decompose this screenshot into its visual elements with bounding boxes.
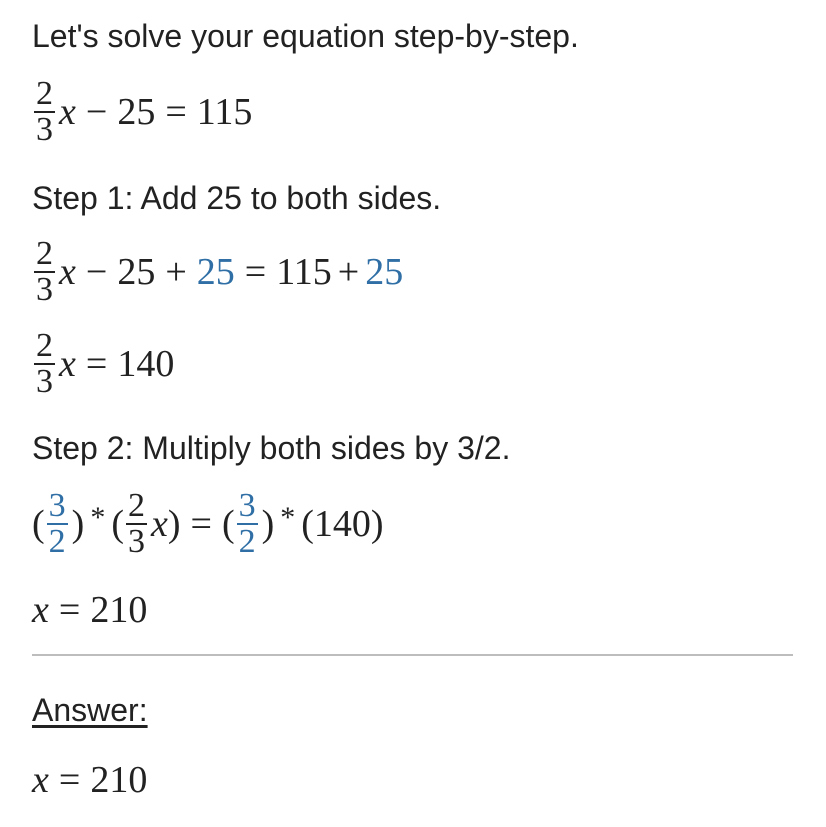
fraction-numerator: 2 xyxy=(36,235,53,272)
answer-value: 210 xyxy=(90,759,148,801)
plus-sign: + xyxy=(165,251,187,293)
fraction-three-halves xyxy=(47,489,68,559)
minus-sign: − xyxy=(85,91,108,133)
added-term-left: 25 xyxy=(196,251,235,293)
variable-x: x xyxy=(32,759,49,801)
minus-sign: − xyxy=(85,251,108,293)
fraction-two-thirds xyxy=(34,77,55,147)
left-paren: ( xyxy=(221,503,235,545)
left-paren: ( xyxy=(32,503,45,545)
equals-sign: = xyxy=(58,759,81,801)
right-hand-side: (140) xyxy=(301,503,384,545)
fraction-denominator: 3 xyxy=(36,271,53,308)
result-value: 210 xyxy=(90,589,148,631)
variable-x: x xyxy=(59,91,76,133)
variable-x: x xyxy=(59,251,76,293)
plus-sign-right: + xyxy=(337,251,360,293)
right-hand-side: 140 xyxy=(117,343,175,385)
step-1-equation-1 xyxy=(32,234,403,310)
constant: 25 xyxy=(117,91,156,133)
step-2-text: Step 2: Multiply both sides by 3/2. xyxy=(32,430,511,466)
right-paren: ) xyxy=(261,503,275,545)
equals-sign: = xyxy=(58,589,81,631)
variable-x: x xyxy=(150,503,168,545)
right-hand-side: 115 xyxy=(196,91,253,133)
right-hand-side: 115 xyxy=(276,251,332,293)
equals-sign: = xyxy=(85,343,108,385)
answer-label: Answer: xyxy=(32,692,148,728)
original-equation xyxy=(32,74,252,150)
equals-sign: = xyxy=(190,503,212,545)
fraction-two-thirds xyxy=(34,237,55,307)
fraction-numerator: 3 xyxy=(238,487,256,524)
step-1-equation-2 xyxy=(32,326,174,402)
fraction-numerator: 2 xyxy=(36,75,53,112)
step-1-text: Step 1: Add 25 to both sides. xyxy=(32,180,442,216)
answer-equation xyxy=(32,742,147,818)
fraction-numerator: 2 xyxy=(127,487,145,524)
intro-text: Let's solve your equation step-by-step. xyxy=(32,18,579,54)
fraction-denominator: 2 xyxy=(238,523,256,560)
equals-sign: = xyxy=(165,91,187,133)
fraction-denominator: 2 xyxy=(48,523,66,560)
multiply-sign: * xyxy=(90,501,106,534)
left-paren: ( xyxy=(111,503,124,545)
variable-x: x xyxy=(59,343,76,385)
fraction-numerator: 2 xyxy=(36,327,53,364)
equals-sign: = xyxy=(244,251,267,293)
fraction-numerator: 3 xyxy=(48,487,66,524)
fraction-denominator: 3 xyxy=(36,363,53,400)
fraction-two-thirds xyxy=(126,489,147,559)
fraction-two-thirds xyxy=(34,329,55,399)
fraction-denominator: 3 xyxy=(127,523,145,560)
multiply-sign: * xyxy=(280,501,296,534)
variable-x: x xyxy=(32,589,49,631)
fraction-denominator: 3 xyxy=(36,111,53,148)
step-2-equation-2 xyxy=(32,572,147,648)
divider xyxy=(32,654,793,656)
fraction-three-halves xyxy=(237,489,258,559)
right-paren: ) xyxy=(71,503,85,545)
right-paren: ) xyxy=(167,503,181,545)
added-term-right: 25 xyxy=(365,251,404,293)
constant: 25 xyxy=(117,251,156,293)
step-2-equation-1 xyxy=(32,486,384,562)
